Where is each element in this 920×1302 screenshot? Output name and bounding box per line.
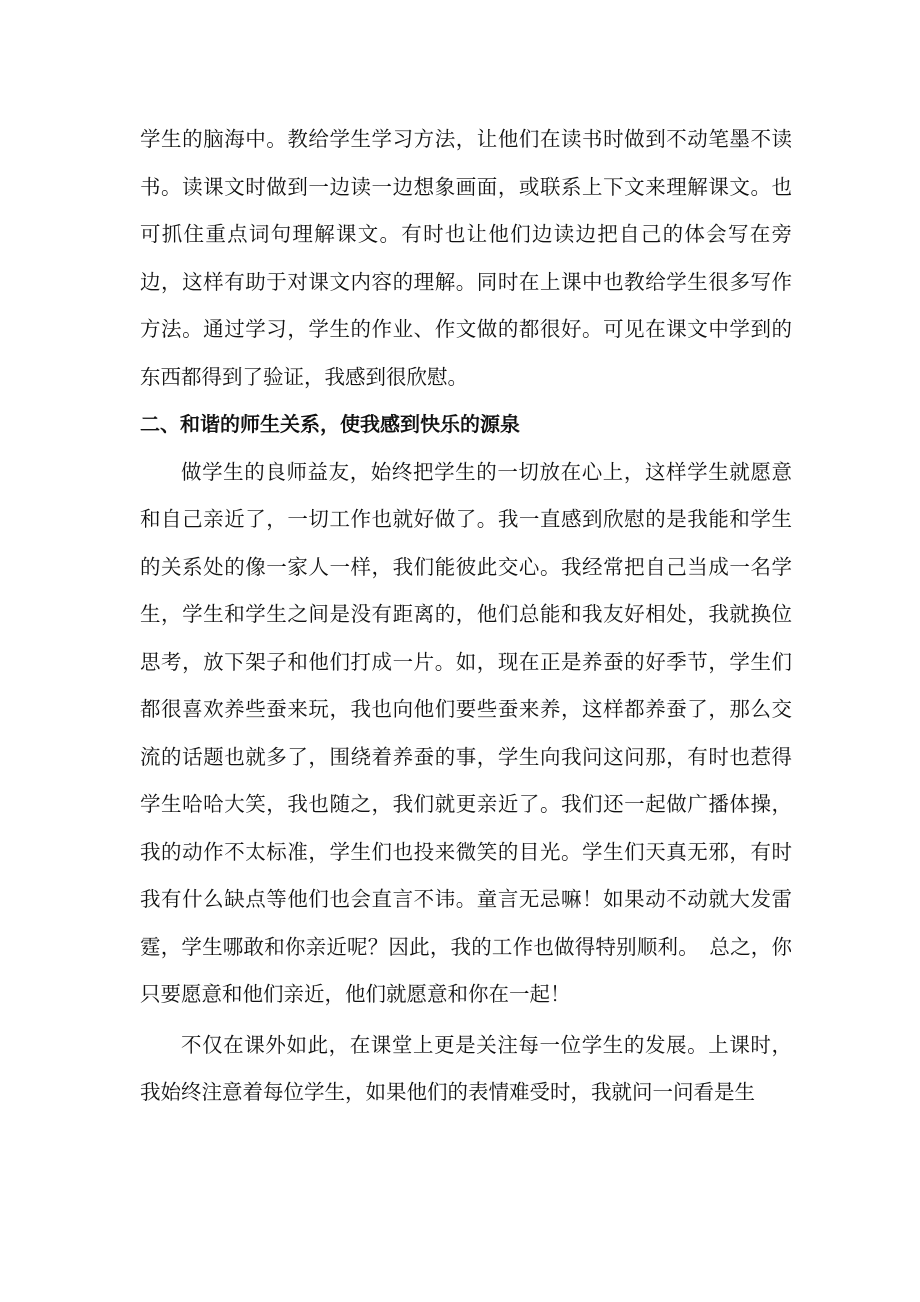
section-heading: 二、和谐的师生关系，使我感到快乐的源泉 [140,412,520,436]
paragraph-3: 不仅在课外如此，在课堂上更是关注每一位学生的发展。上课时，我始终注意着每位学生，如果他们的表情难受时，我就问一问看是生 [140,1032,792,1104]
paragraph-2: 做学生的良师益友，始终把学生的一切放在心上，这样学生就愿意和自己亲近了，一切工作也就好做了。我一直感到欣慰的是我能和学生的关系处的像一家人一样，我们能彼此交心。我经常把自己当成一名学生，学生和学生之间是没有距离的，他们总能和我友好相处，我就换位思考，放下架子和他们打成一片。如，现在正是养蚕的好季节，学生们都很喜欢养些蚕来玩，我也向他们要些蚕来养，这样都养蚕了，那么交流的话题也就多了，围绕着养蚕的事，学生向我问这问那，有时也惹得学生哈哈大笑，我也随之，我们就更亲近了。我们还一起做广播体操，我的动作不太标准，学生们也投来微笑的目光。学生们天真无邪，有时我有什么缺点等他们也会直言不讳。童言无忌嘛！如果动不动就大发雷霆，学生哪敢和你亲近呢？因此，我的工作也做得特别顺利。 总之，你只要愿意和他们亲近，他们就愿意和你在一起！ [140,459,792,1006]
paragraph-1: 学生的脑海中。教给学生学习方法，让他们在读书时做到不动笔墨不读书。读课文时做到一边读一边想象画面，或联系上下文来理解课文。也可抓住重点词句理解课文。有时也让他们边读边把自己的体会写在旁边，这样有助于对课文内容的理解。同时在上课中也教给学生很多写作方法。通过学习，学生的作业、作文做的都很好。可见在课文中学到的东西都得到了验证，我感到很欣慰。 [140,127,792,389]
document-body [140,116,792,1117]
